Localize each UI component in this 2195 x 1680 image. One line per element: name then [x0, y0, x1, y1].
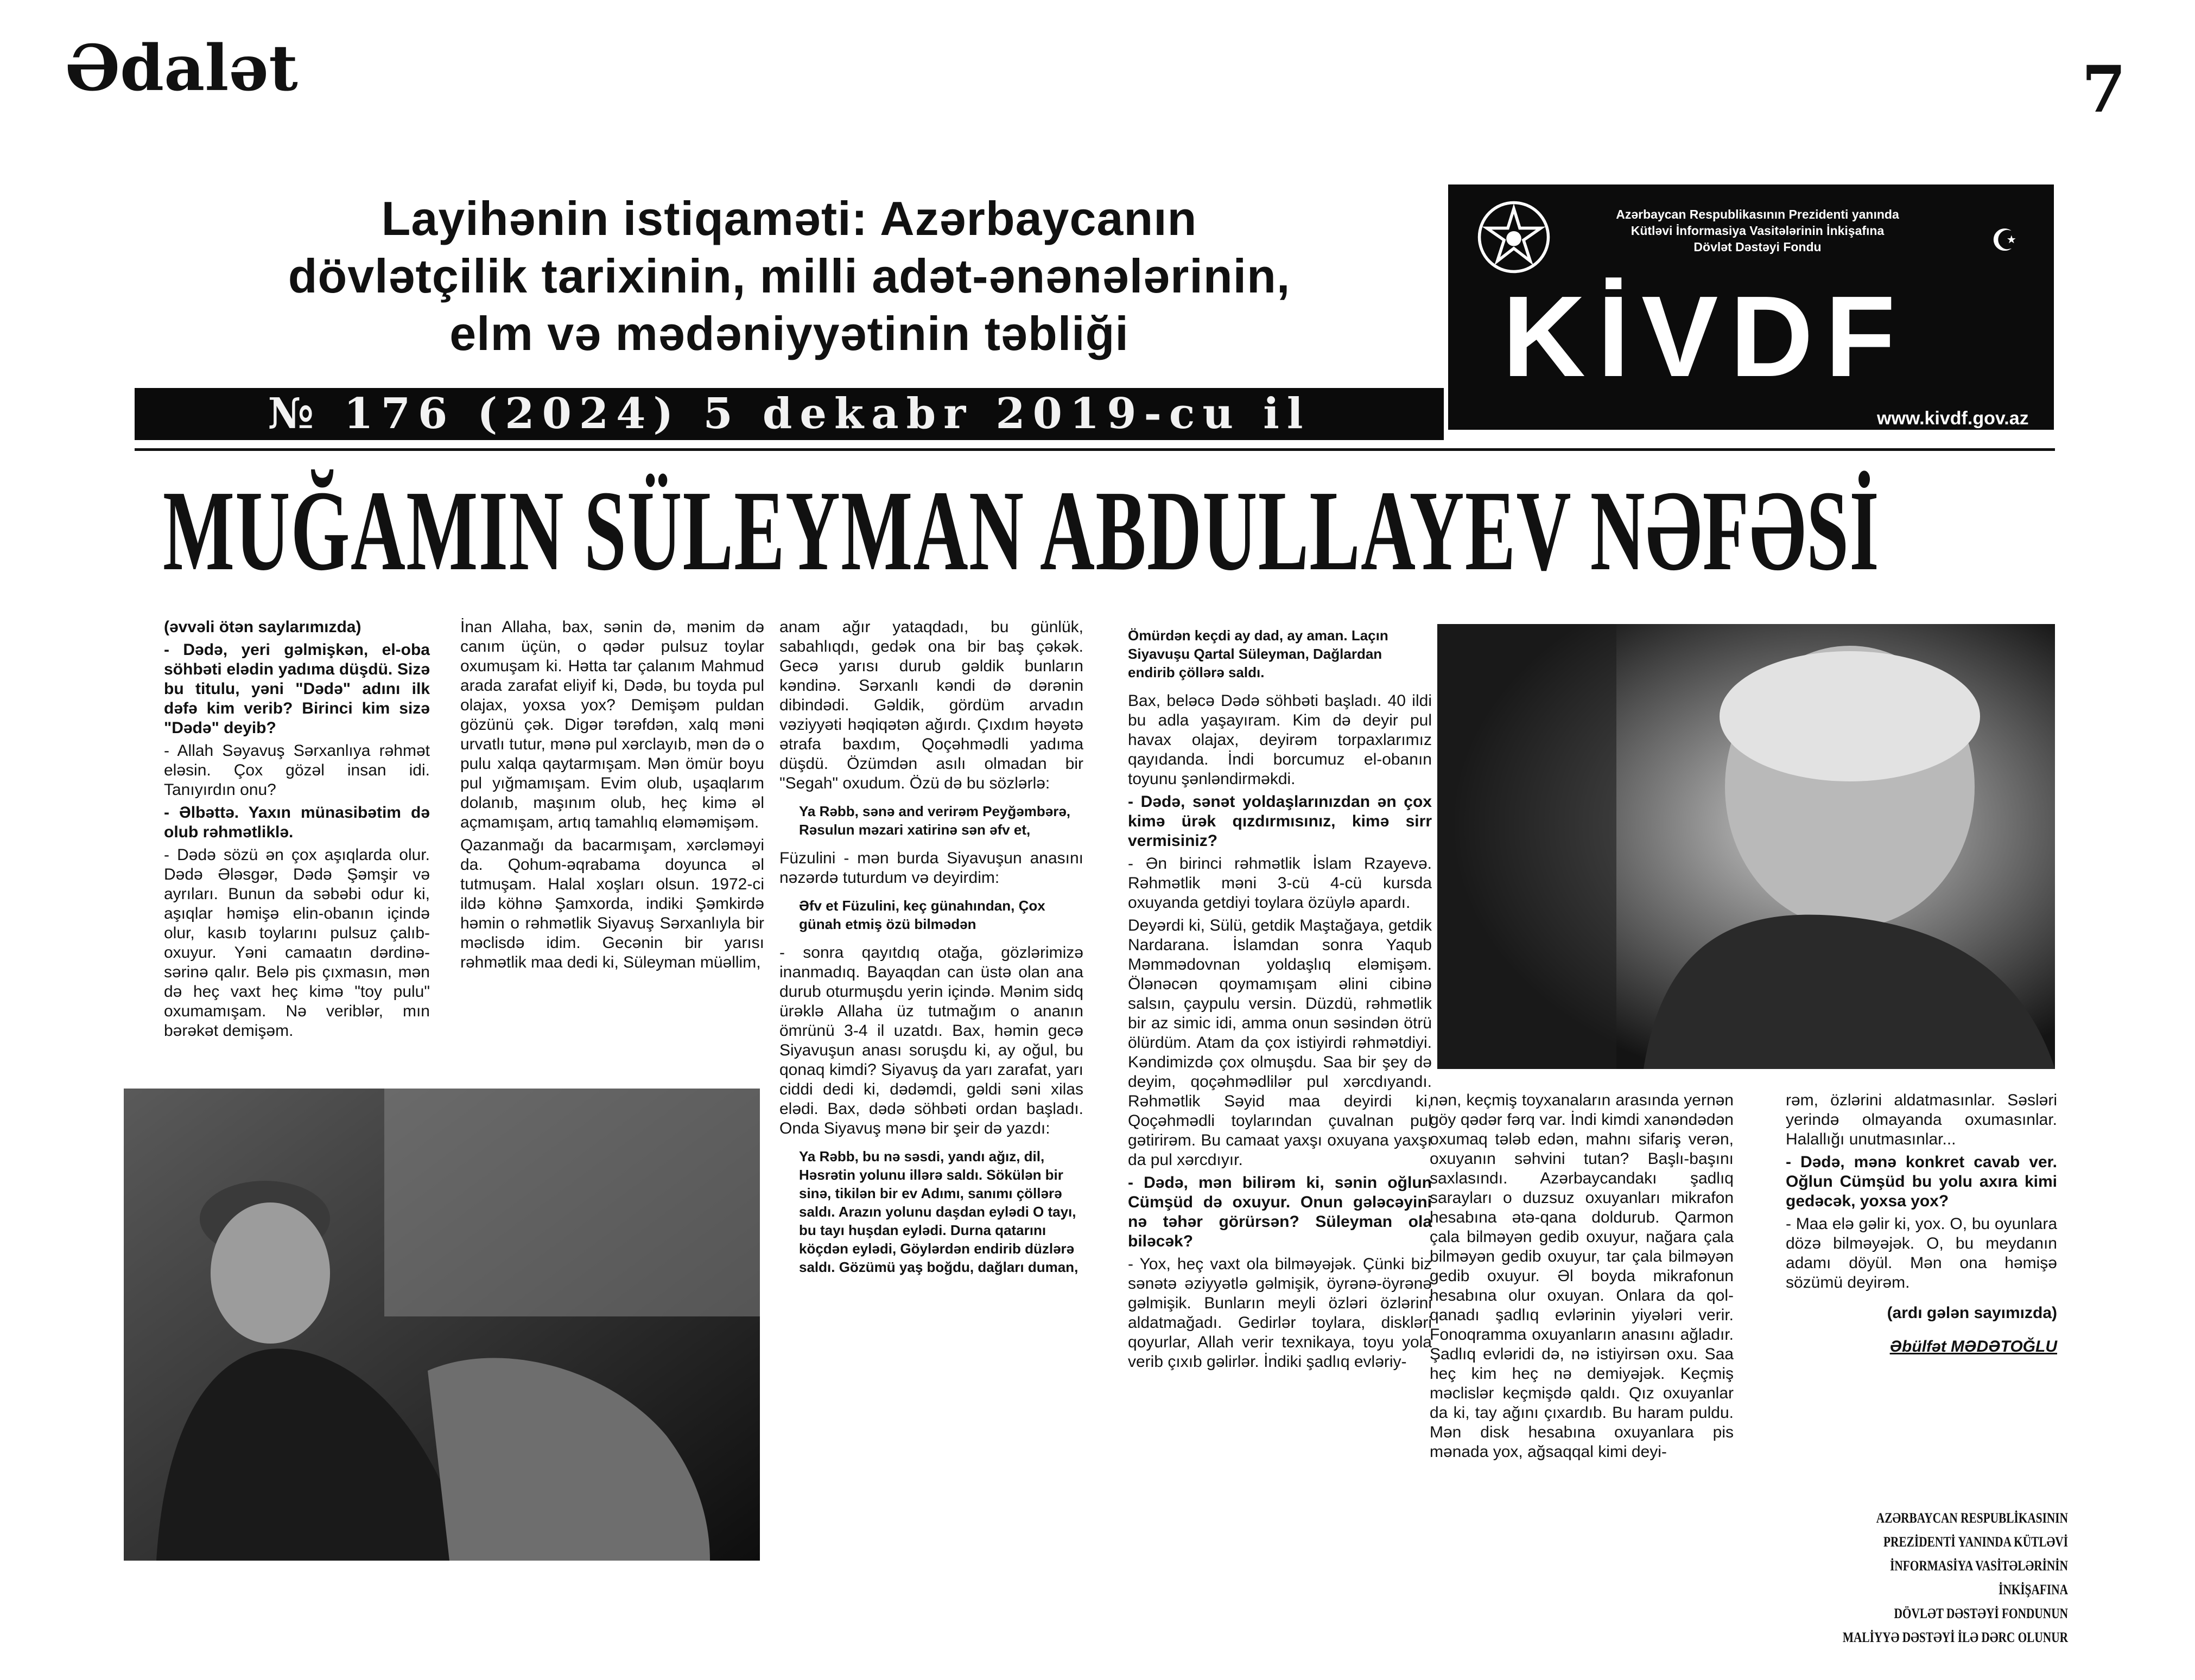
- issue-info: № 176 (2024) 5 dekabr 2019-cu il: [268, 389, 1311, 438]
- paragraph: Qazanmağı da bacarmışam, xərcləməyi da. Qohum-əqrabama doyunca əl tutmuşam. Halal xoşları olsun. 1972-ci ildə köhnə Şamxorda, indiki Şəmkirdə həmin o rəhmətlik Siyavuş Sərxanlıyla bir məclisdə idim. Gecənin bir yarısı rəhmətlik maa dedi ki, Süleyman müəllim,: [460, 836, 764, 971]
- paragraph: anam ağır yataqdadı, bu günlük, sabahlıqdı, gedək ona bir baş çəkək. Gecə yarısı durub gəldik bunların kəndinə. Sərxanlı kəndi də dərənin dibindədi. Gəldik, gördüm arvadın vəziyyəti həqiqətən ağırdı. Çıxdım həyətə ətrafa baxdım, Qoçəhmədli yadıma düşdü. Özümdən asılı olmadan bir "Segah" oxudum. Özü də bu sözlərlə:: [779, 618, 1083, 792]
- article-headline: MUĞAMIN SÜLEYMAN ABDULLAYEV NƏFƏSİ: [163, 467, 1880, 594]
- paragraph: İnan Allaha, bax, sənin də, mənim də canım üçün, o qədər pulsuz toylar oxumuşam ki. Hətta tar çalanım Mahmud arada zarafat eliyif ki, Dədə, bu toyda pul olajax, yoxsa yox? Demişəm puldan gözünü çək. Digər tərəfdən, xalq məni urvatlı tutur, mənə pul xərclayıb, mən də o pulu xalqa qaytarmışam. Mən ömür boyu pul yığmamışam. Evim olub, uşaqlarım dolanıb, maşınım olub, heç kimə əl açmamışam, artıq tamahlıq eləməmişəm.: [460, 618, 764, 831]
- fund-website: www.kivdf.gov.az: [1877, 408, 2029, 429]
- article-column-3: [779, 618, 1083, 1286]
- paragraph: rəm, özlərini aldatmasınlar. Səsləri yerində olmayanda oxumasınlar. Halallığı unutmasınlar...: [1786, 1091, 2057, 1148]
- portrait-photo: [1437, 624, 2055, 1069]
- paragraph: - Yox, heç vaxt ola bilməyəjək. Çünki biz sənətə əziyyətlə gəlmişik, öyrənə-öyrənə gəlmişik. Bunların meyli özləri özlərini aldatmağadı. Gedirlər toylara, diskləri qoyurlar, Allah verir texnikaya, toyu yola verib çıxıb gəlirlər. İndiki şadlıq evləriy-: [1128, 1255, 1432, 1371]
- continuation-note: (əvvəli ötən saylarımızda): [164, 618, 361, 636]
- paragraph: nən, keçmiş toyxanaların arasında yernən göy qədər fərq var. İndi kimdi xanəndədən oxumaq tələb edən, mahnı sifariş verən, oxuyanın səhvini tutan? Başlı-başını saxlasındı. Azərbaycandakı şadlıq sarayları o duzsuz oxuyanları mikrafon hesabına ətə-qana doldurub. Qarmon çala bilməyən gedib oxuyur, nağara çala bilməyən gedib oxuyur, tar çala bilməyən gedib oxuyur. Əl boyda mikrafonun hesabına olur oxuyan. Onlara da qol-qanadı şadlıq evlərinin yiyələri verir. Fonoqramma oxuyanların anasını ağladır. Şadlıq evləridi də, nə istiyirsən oxu. Saa heç kim heç nə demiyəjək. Keçmiş məclislər keçmişdə qaldı. Qız oxuyanlar da ki, tay ağını çıxardıb. Bu haram puldu. Mən disk hesabına oxuyanlara pis mənada yox, ağsaqqal kimi deyi-: [1430, 1091, 1734, 1461]
- paragraph: - Maa elə gəlir ki, yox. O, bu oyunlara dözə bilməyəjək. O, bu meydanın adamı döyül. Mən ona həmişə sözümü deyirəm.: [1786, 1215, 2057, 1291]
- header-divider: [135, 448, 2055, 451]
- funding-credit: [1837, 1506, 2068, 1650]
- question: - Dədə, mən bilirəm ki, sənin oğlun Cümşüd də oxuyur. Onun gələcəyini nə təhər görürsən? Süleyman ola biləcək?: [1128, 1174, 1432, 1250]
- kivdf-logo: KİVDF: [1502, 272, 1907, 400]
- project-line-2: dövlətçilik tarixinin, milli adət-ənənələrinin,: [288, 249, 1291, 303]
- fund-name: [1568, 206, 1947, 255]
- credit-line-3: İNFORMASİYA VASİTƏLƏRİNİN İNKİŞAFINA: [1890, 1558, 2068, 1598]
- poem-quote: Ya Rəbb, sənə and verirəm Peyğəmbərə, Rəsulun məzari xatirinə sən əfv et,: [799, 803, 1071, 838]
- credit-line-2: PREZİDENTİ YANINDA KÜTLƏVİ: [1883, 1534, 2068, 1550]
- project-line-3: elm və mədəniyyətinin təbliği: [449, 307, 1129, 360]
- question: - Dədə, yeri gəlmişkən, el-oba söhbəti elədin yadıma düşdü. Sizə bu titulu, yəni "Dədə" adını ilk dəfə kim verib? Birinci kim sizə "Dədə" deyib?: [164, 641, 430, 737]
- article-column-1: [164, 618, 430, 1044]
- question: - Əlbəttə. Yaxın münasibətim də olub rəhmətliklə.: [164, 804, 430, 841]
- paragraph: Bax, beləcə Dədə söhbəti başladı. 40 ildi bu adla yaşayıram. Kim də deyir pul havax olajax, deyirəm torpaxlarımız qayıdanda. İndi borcumuz el-obanın toyunu şənləndirməkdi.: [1128, 692, 1432, 788]
- paragraph: - Allah Səyavuş Sərxanlıya rəhmət eləsin. Çox gözəl insan idi. Tanıyırdın onu?: [164, 742, 430, 799]
- fund-name-line-3: Dövlət Dəstəyi Fondu: [1693, 240, 1822, 254]
- question: - Dədə, sənət yoldaşlarınızdan ən çox kimə ürək qızdırmısınız, kimə sirr vermisiniz?: [1128, 793, 1432, 850]
- issue-bar: [135, 388, 1444, 440]
- singer-photo: [124, 1089, 760, 1561]
- credit-line-4: DÖVLƏT DƏSTƏYİ FONDUNUN: [1894, 1606, 2068, 1621]
- paragraph: - sonra qayıtdıq otağa, gözlərimizə inanmadıq. Bayaqdan can üstə olan ana durub oturmuşdu yerin içində. Mənim sidq ürəklə Allaha üz tutmağım o ananın ömrünü 3-4 il uzatdı. Bax, həmin gecə Siyavuşun anası soruşdu ki, ay oğul, bu qonaq kimdi? Siyavuş da yarı zarafat, yarı ciddi dedi ki, dədəmdi, gəldi səni xilas elədi. Bax, dədə söhbəti ordan başladı. Onda Siyavuş mənə bir şeir də yazdı:: [779, 944, 1083, 1137]
- project-line-1: Layihənin istiqaməti: Azərbaycanın: [381, 192, 1197, 245]
- fund-name-line-2: Kütləvi İnformasiya Vasitələrinin İnkişafına: [1631, 224, 1885, 238]
- question: - Dədə, mənə konkret cavab ver. Oğlun Cümşüd bu yolu axıra kimi gedəcək, yoxsa yox?: [1786, 1153, 2057, 1210]
- fund-name-line-1: Azərbaycan Respublikasının Prezidenti yanında: [1616, 207, 1899, 221]
- article-column-4: [1128, 618, 1432, 1375]
- paragraph: - Ən birinci rəhmətlik İslam Rzayevə. Rəhmətlik məni 3-cü 4-cü kursda oxuyanda getdiyi toylara özüylə apardı.: [1128, 855, 1432, 912]
- author-byline: Əbülfət MƏDƏTOĞLU: [1889, 1338, 2057, 1356]
- to-be-continued-note: (ardı gələn sayımızda): [1887, 1304, 2057, 1322]
- paragraph: Füzulini - mən burda Siyavuşun anasını nəzərdə tuturdum və deyirdim:: [779, 849, 1083, 887]
- article-column-5: [1430, 1091, 1734, 1465]
- poem-quote: Ömürdən keçdi ay dad, ay aman. Laçın Siyavuşu Qartal Süleyman, Dağlardan endirib çöllərə saldı.: [1128, 627, 1388, 680]
- crescent-star-icon: ☪: [1991, 223, 2019, 257]
- poem-quote: Əfv et Füzulini, keç günahından, Çox günah etmiş özü bilmədən: [799, 898, 1045, 932]
- article-column-2: [460, 618, 764, 976]
- page-number: 7: [2082, 52, 2127, 127]
- poem-quote: Ya Rəbb, bu nə səsdi, yandı ağız, dil, Həsrətin yolunu illərə saldı. Sökülən bir sinə, tikilən bir ev Adımı, sanımı çöllərə saldı. Arazın yolunu daşdan eylədi O tayı, bu tayı huşdan eylədi. Durna qatarını köçdən eylədi, Göylərdən endirib düzlərə saldı. Gözümü yaş boğdu, dağları duman,: [799, 1148, 1079, 1275]
- paper-name: Ədalət: [65, 31, 298, 105]
- paragraph: - Dədə sözü ən çox aşıqlarda olur. Dədə Ələsgər, Dədə Şəmşir və ayrıları. Bunun da səbəbi odur ki, aşıqlar həmişə elin-obanın içində olur, kasıb toylarını pulsuz çalıb-oxuyur. Yəni camaatın dərdinə-sərinə qalır. Belə pis çıxmasın, mən də heç vaxt heç kimə "toy pulu" oxumamışam. Nə veriblər, mın bərəkət demişəm.: [164, 846, 430, 1040]
- azerbaijan-state-emblem-icon: [1476, 200, 1551, 275]
- paragraph: Deyərdi ki, Sülü, getdik Maştağaya, getdik Nardarana. İslamdan sonra Yaqub Məmmədovnan yoldaşlıq eləmişəm. Ölənəcən qoymamışam əlini cibinə salsın, çaypulu versin. Düzdü, rəhmətlik bir az simic idi, amma onun səsindən ötrü ölürdüm. Atam da çox istiyirdi rəhmətdiyi. Kəndimizdə çox olmuşdu. Saa bir şey də deyim, qoçəhmədlilər pul xərcdıyandı. Rəhmətlik Səyid maa deyirdi ki, Qoçəhmədli toylarından çuvalnan pul gətirirəm. Bu camaat yaxşı oxuyana yaxşı da pul xərcdıyır.: [1128, 917, 1432, 1169]
- credit-line-1: AZƏRBAYCAN RESPUBLİKASININ: [1876, 1510, 2068, 1526]
- article-column-6: [1786, 1091, 2057, 1360]
- credit-line-5: MALİYYƏ DƏSTƏYİ İLƏ DƏRC OLUNUR: [1842, 1630, 2068, 1645]
- fund-logo-block: [1448, 184, 2054, 430]
